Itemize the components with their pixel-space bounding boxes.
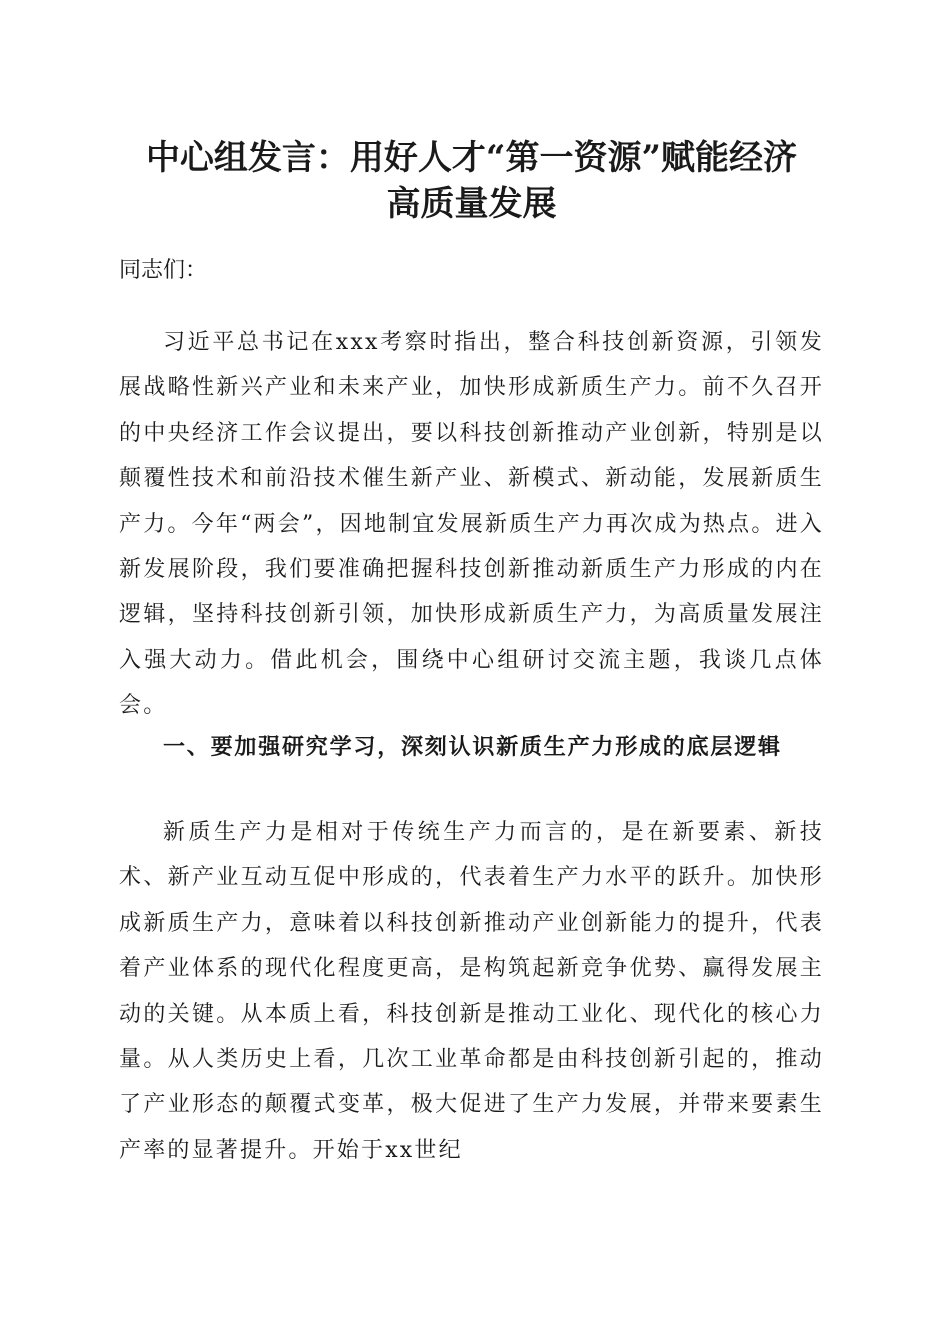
title-line-1: 中心组发言：用好人才“第一资源”赋能经济: [145, 138, 798, 178]
document-title: [119, 135, 824, 227]
document-page: [119, 0, 824, 1344]
section-heading-1: 一、要加强研究学习，深刻认识新质生产力形成的底层逻辑: [163, 735, 782, 760]
salutation: 同志们：: [119, 258, 208, 283]
body-paragraph-1: 习近平总书记在xxx考察时指出，整合科技创新资源，引领发展战略性新兴产业和未来产业，加快形成新质生产力。前不久召开的中央经济工作会议提出，要以科技创新推动产业创新，特别是以颠覆性技术和前沿技术催生新产业、新模式、新动能，发展新质生产力。今年“两会”，因地制宜发展新质生产力再次成为热点。进入新发展阶段，我们要准确把握科技创新推动新质生产力形成的内在逻辑，坚持科技创新引领，加快形成新质生产力，为高质量发展注入强大动力。借此机会，围绕中心组研讨交流主题，我谈几点体会。: [119, 330, 824, 719]
title-line-2: 高质量发展: [386, 184, 557, 224]
body-paragraph-2: 新质生产力是相对于传统生产力而言的，是在新要素、新技术、新产业互动互促中形成的，代表着生产力水平的跃升。加快形成新质生产力，意味着以科技创新推动产业创新能力的提升，代表着产业体系的现代化程度更高，是构筑起新竞争优势、赢得发展主动的关键。从本质上看，科技创新是推动工业化、现代化的核心力量。从人类历史上看，几次工业革命都是由科技创新引起的，推动了产业形态的颠覆式变革，极大促进了生产力发展，并带来要素生产率的显著提升。开始于xx世纪: [119, 820, 824, 1163]
